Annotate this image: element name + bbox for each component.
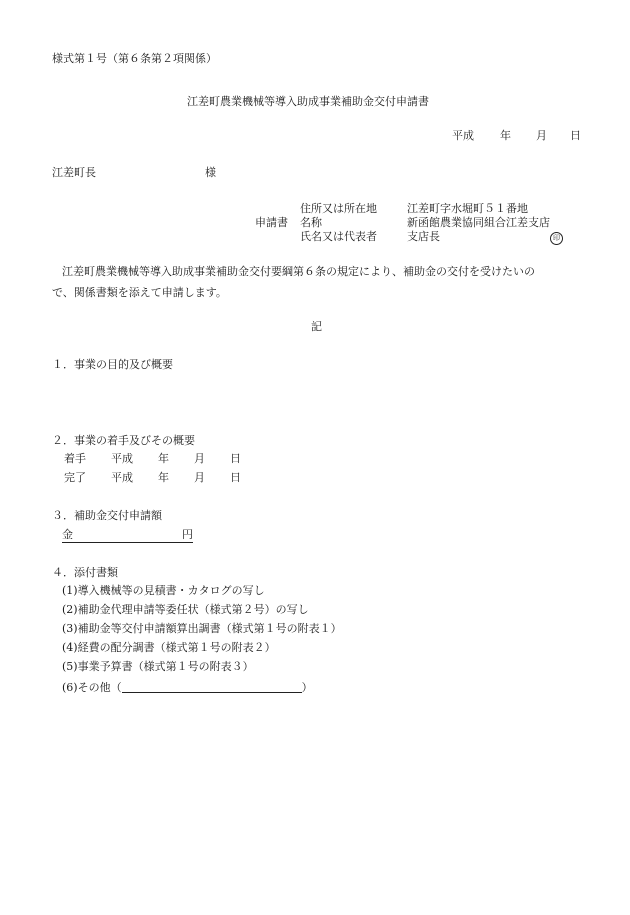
section3-heading: ３．補助金交付申請額 [52,509,162,522]
end-year: 年 [158,471,169,484]
ki-heading: 記 [311,320,322,333]
attachment-item: (3)補助金等交付申請額算出調書（様式第１号の附表１） [62,622,342,635]
date-year: 年 [500,129,511,142]
address-label: 住所又は所在地 [300,202,377,215]
other-blank-line [122,680,302,693]
date-era: 平成 [452,129,474,142]
body-text-line1: 江差町農業機械等導入助成事業補助金交付要綱第６条の規定により、補助金の交付を受けたいの [62,265,535,278]
end-era: 平成 [111,471,133,484]
date-month: 月 [536,129,547,142]
amount-prefix: 金 [62,528,73,541]
end-label: 完了 [64,471,86,484]
section1-heading: １．事業の目的及び概要 [52,358,173,371]
start-era: 平成 [111,452,133,465]
seal-text: 印 [550,232,563,245]
representative-value: 支店長 [407,230,440,243]
representative-label: 氏名又は代表者 [300,230,377,243]
attachment-item: (5)事業予算書（様式第１号の附表３） [62,660,254,673]
attachment-item: (2)補助金代理申請等委任状（様式第２号）の写し [62,603,309,616]
form-number: 様式第１号（第６条第２項関係） [52,52,217,65]
section4-heading: ４．添付書類 [52,566,118,579]
name-value: 新函館農業協同組合江差支店 [407,216,550,229]
body-text-line2: で、関係書類を添えて申請します。 [52,286,227,299]
addressee-honorific: 様 [205,166,216,179]
address-value: 江差町字水堀町５１番地 [407,202,528,215]
addressee-name: 江差町長 [52,166,96,179]
start-label: 着手 [64,452,86,465]
end-day: 日 [230,471,241,484]
amount-unit: 円 [182,528,193,541]
name-label: 名称 [300,216,322,229]
seal-mark-icon [550,231,563,245]
attachment-item-other [62,680,313,693]
end-month: 月 [194,471,205,484]
amount-field [62,529,193,545]
start-month: 月 [194,452,205,465]
other-open: (6)その他（ [62,681,122,694]
document-title: 江差町農業機械等導入助成事業補助金交付申請書 [187,95,429,108]
start-year: 年 [158,452,169,465]
section2-heading: ２．事業の着手及びその概要 [52,434,195,447]
other-close: ） [301,681,313,694]
start-day: 日 [230,452,241,465]
attachment-item: (4)経費の配分調書（様式第１号の附表２） [62,641,276,654]
attachment-item: (1)導入機械等の見積書・カタログの写し [62,584,265,597]
applicant-label: 申請書 [255,216,288,229]
date-day: 日 [570,129,581,142]
